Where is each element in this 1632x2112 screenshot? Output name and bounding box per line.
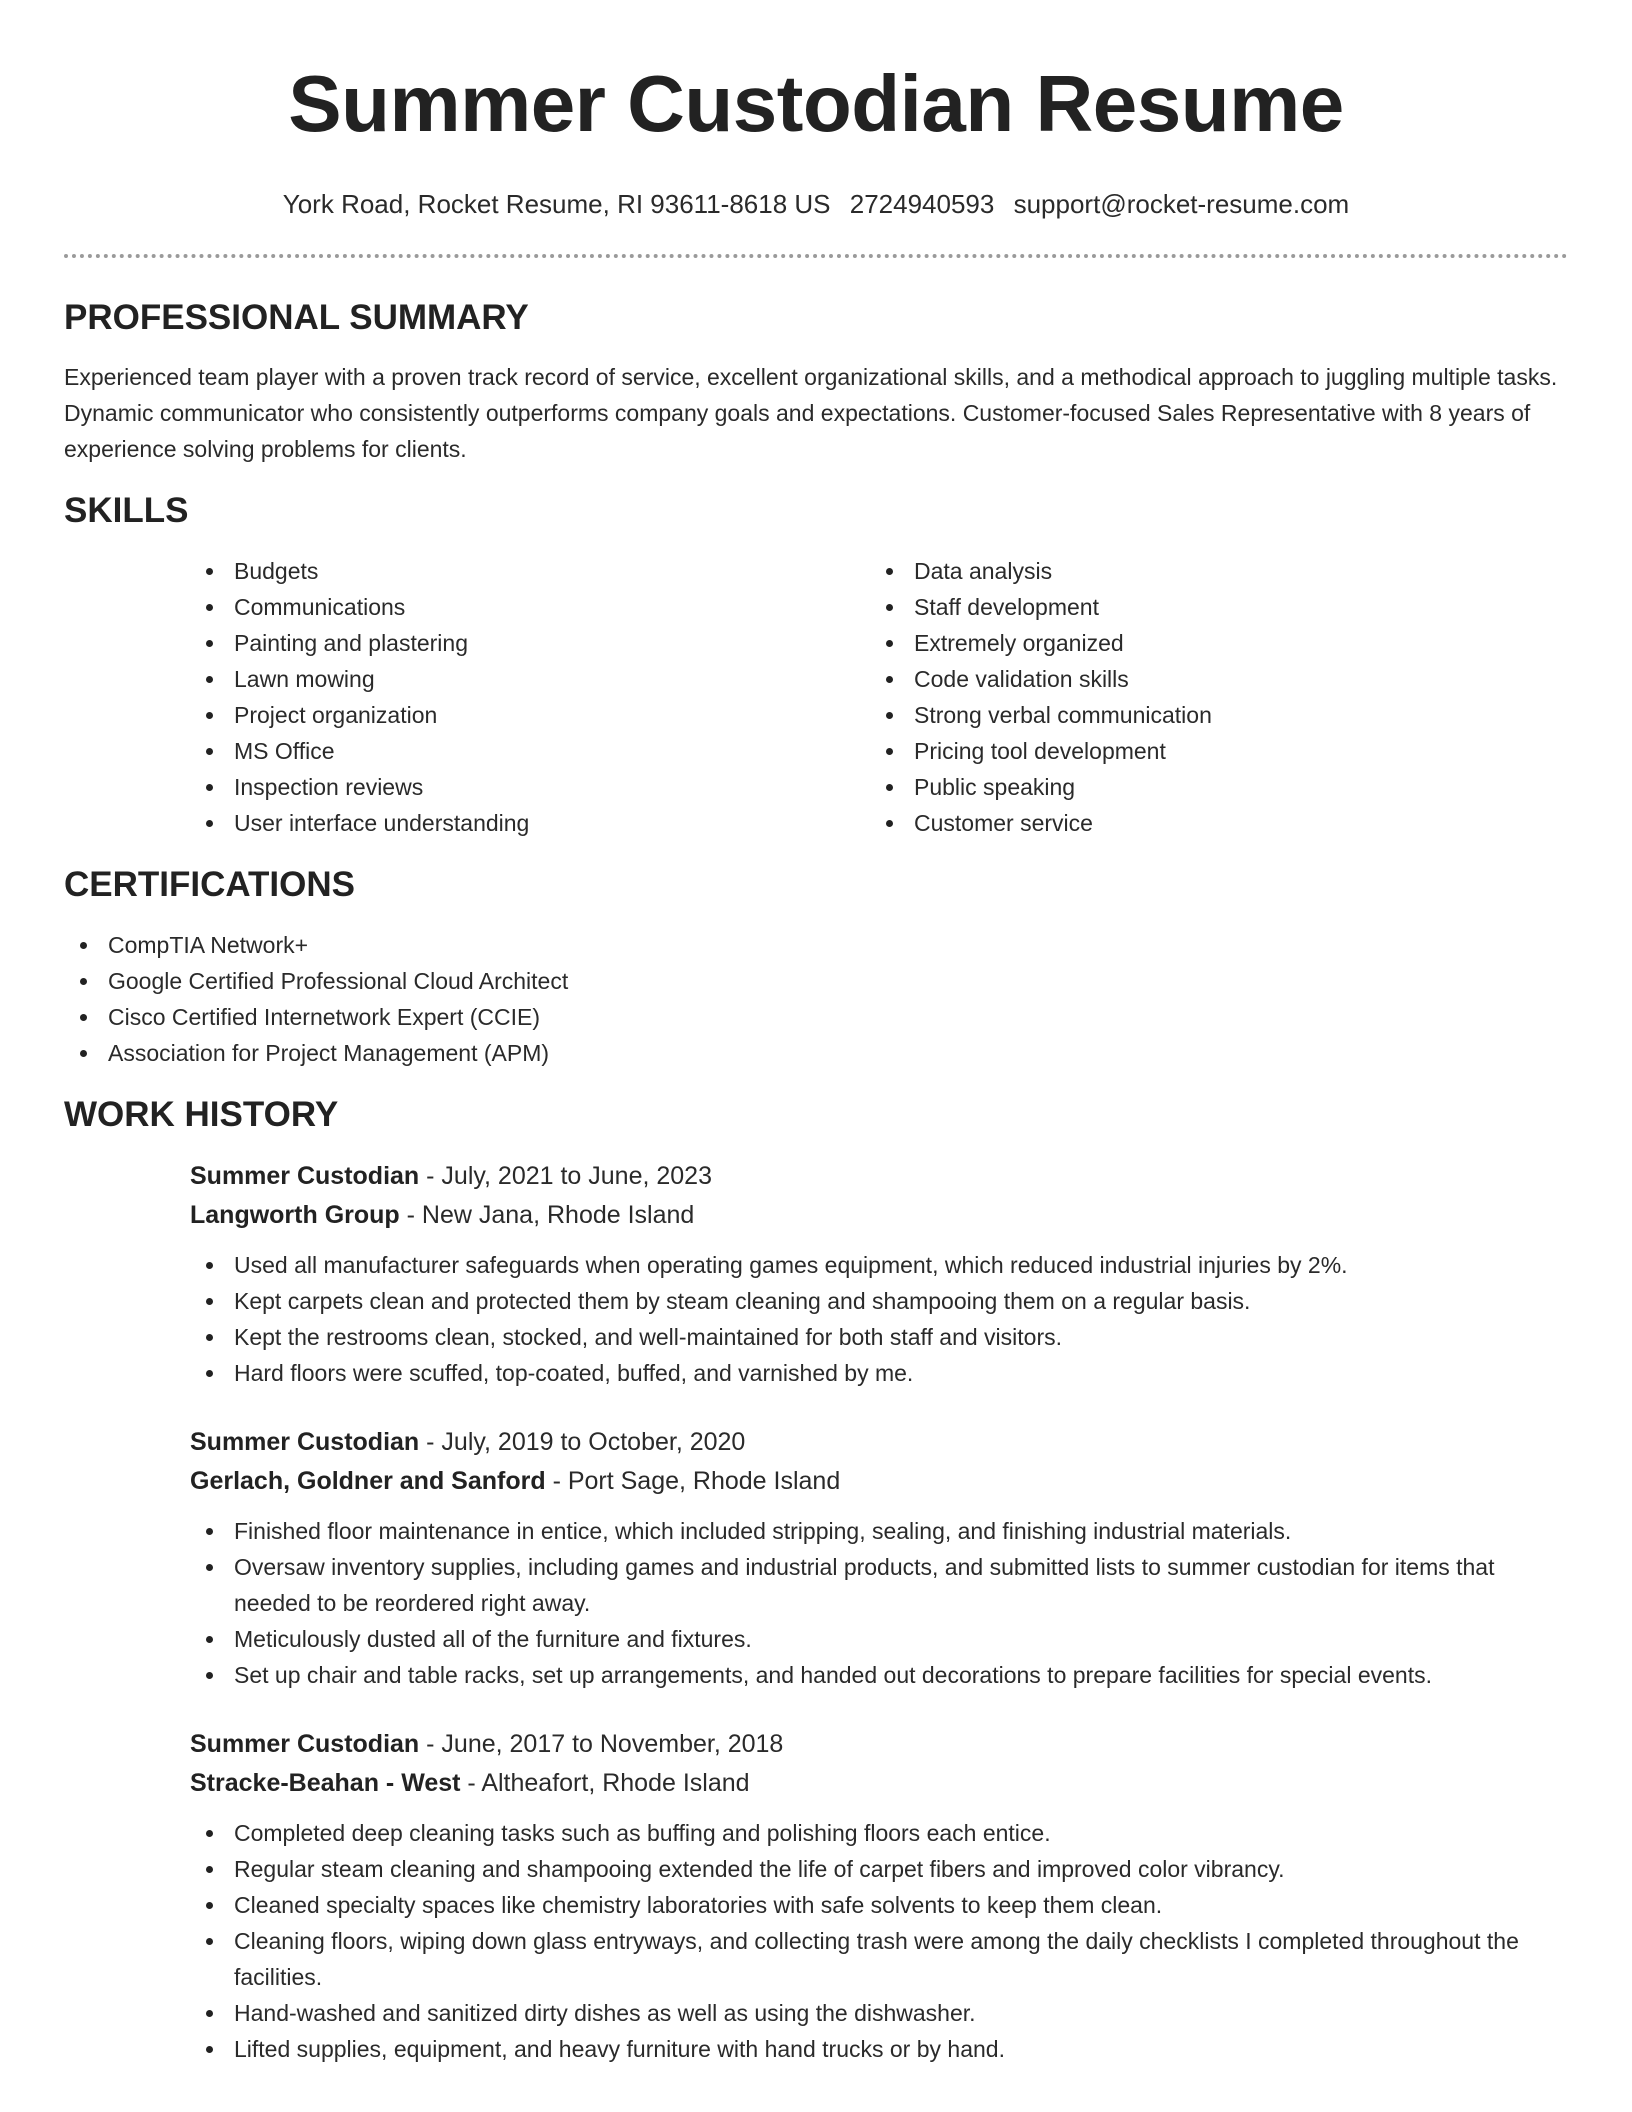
skill-item: User interface understanding bbox=[190, 805, 870, 841]
skill-item: Staff development bbox=[870, 589, 1550, 625]
contact-line bbox=[64, 188, 1568, 220]
job-duties-list bbox=[190, 1513, 1568, 1693]
skill-item: Project organization bbox=[190, 697, 870, 733]
work-history-section bbox=[64, 1095, 1568, 2067]
job-company: Langworth Group bbox=[190, 1201, 400, 1229]
contact-address: York Road, Rocket Resume, RI 93611-8618 US bbox=[282, 189, 831, 219]
job-title-line bbox=[190, 1725, 1568, 1764]
certification-item: Google Certified Professional Cloud Architect bbox=[64, 963, 1568, 999]
job-dates: - July, 2021 to June, 2023 bbox=[419, 1162, 712, 1190]
job-title-line bbox=[190, 1157, 1568, 1196]
resume-title: Summer Custodian Resume bbox=[288, 59, 1344, 148]
job-duty-item: Hard floors were scuffed, top-coated, buffed, and varnished by me. bbox=[190, 1355, 1568, 1391]
summary-text: Experienced team player with a proven track record of service, excellent organizational skills, and a methodical approach to juggling multiple tasks. Dynamic communicator who consistently outperforms company goals and expectations. Customer-focused Sales Representative with 8 years of experience solving problems for clients. bbox=[64, 364, 1558, 462]
job-duty-item: Used all manufacturer safeguards when operating games equipment, which reduced industrial injuries by 2%. bbox=[190, 1247, 1568, 1283]
skill-item: Communications bbox=[190, 589, 870, 625]
job-duty-item: Cleaned specialty spaces like chemistry laboratories with safe solvents to keep them clean. bbox=[190, 1887, 1568, 1923]
resume-page bbox=[64, 0, 1568, 2099]
job-duty-item: Kept carpets clean and protected them by steam cleaning and shampooing them on a regular basis. bbox=[190, 1283, 1568, 1319]
skills-heading: SKILLS bbox=[64, 491, 189, 530]
skills-section bbox=[64, 491, 1568, 841]
job-duty-item: Hand-washed and sanitized dirty dishes as well as using the dishwasher. bbox=[190, 1995, 1568, 2031]
job-entry bbox=[190, 1423, 1568, 1693]
certification-item: CompTIA Network+ bbox=[64, 927, 1568, 963]
skill-item: Lawn mowing bbox=[190, 661, 870, 697]
job-company: Gerlach, Goldner and Sanford bbox=[190, 1467, 546, 1495]
skills-list-right bbox=[870, 553, 1550, 841]
job-title-line bbox=[190, 1423, 1568, 1462]
job-entry bbox=[190, 1157, 1568, 1391]
job-duty-item: Meticulously dusted all of the furniture and fixtures. bbox=[190, 1621, 1568, 1657]
skills-grid bbox=[190, 553, 1568, 841]
certifications-list bbox=[64, 927, 1568, 1071]
header-divider bbox=[64, 254, 1568, 258]
job-duties-list bbox=[190, 1247, 1568, 1391]
job-duty-item: Oversaw inventory supplies, including games and industrial products, and submitted lists to summer custodian for items that needed to be reordered right away. bbox=[190, 1549, 1568, 1621]
job-company-line bbox=[190, 1764, 1568, 1803]
job-role: Summer Custodian bbox=[190, 1162, 420, 1190]
job-duty-item: Cleaning floors, wiping down glass entryways, and collecting trash were among the daily checklists I completed throughout the facilities. bbox=[190, 1923, 1568, 1995]
contact-email[interactable]: support@rocket-resume.com bbox=[1013, 189, 1350, 219]
job-role: Summer Custodian bbox=[190, 1730, 420, 1758]
skill-item: Extremely organized bbox=[870, 625, 1550, 661]
job-duty-item: Set up chair and table racks, set up arrangements, and handed out decorations to prepare facilities for special events. bbox=[190, 1657, 1568, 1693]
certifications-section bbox=[64, 865, 1568, 1071]
skill-item: Customer service bbox=[870, 805, 1550, 841]
certification-item: Association for Project Management (APM) bbox=[64, 1035, 1568, 1071]
skill-item: Public speaking bbox=[870, 769, 1550, 805]
skill-item: Inspection reviews bbox=[190, 769, 870, 805]
skill-item: Budgets bbox=[190, 553, 870, 589]
skill-item: Painting and plastering bbox=[190, 625, 870, 661]
summary-section bbox=[64, 298, 1568, 467]
job-location: - Altheafort, Rhode Island bbox=[460, 1769, 750, 1797]
certifications-heading: CERTIFICATIONS bbox=[64, 865, 356, 904]
job-dates: - June, 2017 to November, 2018 bbox=[419, 1730, 784, 1758]
job-company-line bbox=[190, 1196, 1568, 1235]
job-company: Stracke-Beahan - West bbox=[190, 1769, 461, 1797]
job-entry bbox=[190, 1725, 1568, 2067]
job-duty-item: Lifted supplies, equipment, and heavy furniture with hand trucks or by hand. bbox=[190, 2031, 1568, 2067]
skills-list-left bbox=[190, 553, 870, 841]
skill-item: MS Office bbox=[190, 733, 870, 769]
job-location: - Port Sage, Rhode Island bbox=[545, 1467, 841, 1495]
job-duty-item: Finished floor maintenance in entice, which included stripping, sealing, and finishing industrial materials. bbox=[190, 1513, 1568, 1549]
job-location: - New Jana, Rhode Island bbox=[399, 1201, 695, 1229]
summary-heading: PROFESSIONAL SUMMARY bbox=[64, 298, 529, 337]
work-history-heading: WORK HISTORY bbox=[64, 1095, 339, 1134]
job-duties-list bbox=[190, 1815, 1568, 2067]
job-dates: - July, 2019 to October, 2020 bbox=[419, 1428, 746, 1456]
skill-item: Data analysis bbox=[870, 553, 1550, 589]
job-duty-item: Completed deep cleaning tasks such as buffing and polishing floors each entice. bbox=[190, 1815, 1568, 1851]
job-duty-item: Regular steam cleaning and shampooing extended the life of carpet fibers and improved color vibrancy. bbox=[190, 1851, 1568, 1887]
contact-phone: 2724940593 bbox=[849, 189, 995, 219]
job-duty-item: Kept the restrooms clean, stocked, and well-maintained for both staff and visitors. bbox=[190, 1319, 1568, 1355]
skill-item: Code validation skills bbox=[870, 661, 1550, 697]
job-company-line bbox=[190, 1462, 1568, 1501]
skill-item: Strong verbal communication bbox=[870, 697, 1550, 733]
certification-item: Cisco Certified Internetwork Expert (CCIE) bbox=[64, 999, 1568, 1035]
job-role: Summer Custodian bbox=[190, 1428, 420, 1456]
skill-item: Pricing tool development bbox=[870, 733, 1550, 769]
